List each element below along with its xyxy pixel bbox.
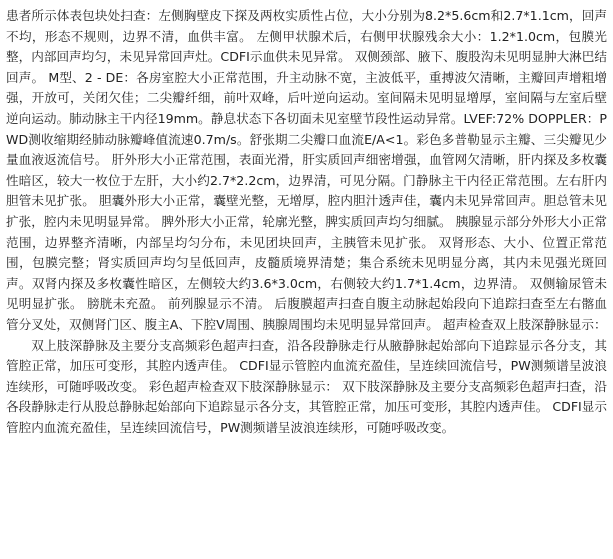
report-paragraph-venous-exam: 双上肢深静脉及主要分支高频彩色超声扫查，沿各段静脉走行从腋静脉起始部向下追踪显示各分支，其管腔正常，加压可变形，其腔内透声佳。 CDFI显示管腔内血流充盈佳，呈连续回流信号，PW测频谱呈波浪连续形，可随呼吸改变。 彩色超声检查双下肢深静脉显示： 双下肢深静脉及主要分支高频彩色超声扫查，沿各段静脉走行从股总静脉起始部向下追踪显示各分支，其管腔正常，加压可变形，其腔内透声佳。 CDFI显示管腔内血流充盈佳，呈连续回流信号，PW测频谱呈波浪连续形，可随呼吸改变。 [6,337,607,435]
report-paragraph-findings: 患者所示体表包块处扫查：左侧胸壁皮下探及两枚实质性占位，大小分别为8.2*5.6cm和2.7*1.1cm，回声不均，形态不规则，边界不清，血供丰富。 左侧甲状腺术后，右侧甲状腺残余大小：1.2*1.0cm，包膜光整，内部回声均匀，未见异常回声灶。CDFI示血供未见异常。 双侧颈部、腋下、腹股沟未见明显肿大淋巴结回声。 M型、2 - DE：各房室腔大小正常范围，升主动脉不宽，主波低平，重搏波欠清晰，主瓣回声增粗增强，开放可，关闭欠佳；二尖瓣纤细，前叶双峰，后叶逆向运动。室间隔未见明显增厚，室间隔与左室后壁逆向运动。肺动脉主干内径19mm。静息状态下各切面未见室壁节段性运动异常。LVEF:72% DOPPLER：PWD测收缩期经肺动脉瓣峰值流速0.7m/s。舒张期二尖瓣口血流E/A<1。彩色多普勒显示主瓣、三尖瓣见少量血液返流信号。 肝外形大小正常范围，表面光滑，肝实质回声细密增强，血管网欠清晰，肝内探及多枚囊性暗区，较大一枚位于左肝，大小约2.7*2.2cm，边界清，可见分隔。门静脉主干内径正常范围。左右肝内胆管未见扩张。 胆囊外形大小正常，囊壁光整，无增厚，腔内胆汁透声佳，囊内未见异常回声。胆总管未见扩张，腔内未见明显异常。 脾外形大小正常，轮廓光整，脾实质回声均匀细腻。 胰腺显示部分外形大小正常范围，边界整齐清晰，内部呈均匀分布，未见团块回声，主胰管未见扩张。 双肾形态、大小、位置正常范围，包膜完整；肾实质回声均匀呈低回声，皮髓质境界清楚；集合系统未见明显分离，其内未见强光斑回声。双肾内探及多枚囊性暗区，左侧较大约3.6*3.0cm，右侧较大约1.7*1.4cm，边界清。 双侧输尿管未见明显扩张。 膀胱未充盈。 前列腺显示不清。 后腹膜超声扫查自腹主动脉起始段向下追踪扫查至左右髂血管分叉处，双侧肾门区、腹主A、下腔V周围、胰腺周围均未见明显异常回声。 超声检查双上肢深静脉显示： [6,8,607,332]
